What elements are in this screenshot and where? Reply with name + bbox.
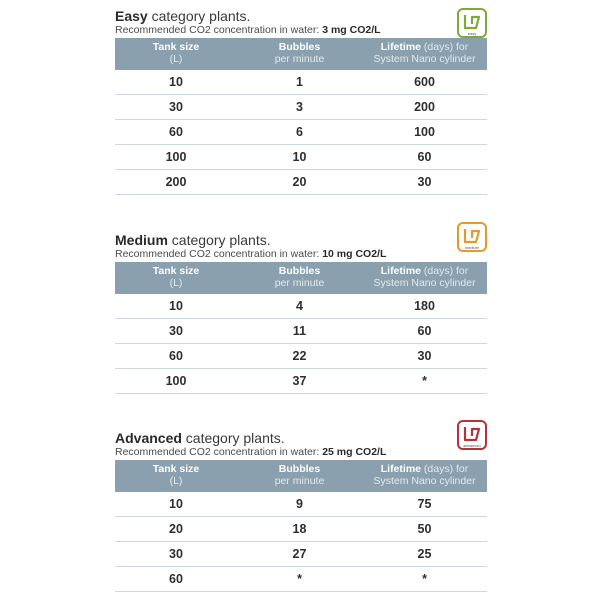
dosage-table	[115, 262, 487, 394]
plant-leaf-icon	[462, 425, 482, 443]
table-row	[115, 517, 487, 542]
dosage-table	[115, 38, 487, 195]
easy-badge	[457, 8, 487, 38]
table-row	[115, 567, 487, 592]
table-row	[115, 95, 487, 120]
cell-lifetime: 60	[362, 145, 487, 170]
plant-leaf-icon	[462, 13, 482, 31]
section-title: Medium category plants.	[115, 232, 271, 248]
cell-bubbles: *	[237, 567, 362, 592]
cell-tank-size: 10	[115, 294, 237, 319]
badge-label: easy	[467, 31, 477, 36]
table-row	[115, 120, 487, 145]
cell-bubbles: 27	[237, 542, 362, 567]
header-bubbles: Bubbles per minute	[237, 38, 362, 70]
header-lifetime: Lifetime (days) for System Nano cylinder	[362, 262, 487, 294]
cell-tank-size: 30	[115, 319, 237, 344]
table-row	[115, 344, 487, 369]
cell-tank-size: 30	[115, 542, 237, 567]
dosage-table	[115, 460, 487, 592]
table-row	[115, 492, 487, 517]
cell-bubbles: 20	[237, 170, 362, 195]
cell-lifetime: *	[362, 369, 487, 394]
cell-tank-size: 60	[115, 344, 237, 369]
cell-lifetime: 30	[362, 344, 487, 369]
cell-lifetime: 180	[362, 294, 487, 319]
table-row	[115, 369, 487, 394]
cell-bubbles: 3	[237, 95, 362, 120]
section-easy	[115, 8, 487, 195]
header-tank-size: Tank size (L)	[115, 38, 237, 70]
cell-tank-size: 100	[115, 145, 237, 170]
table-row	[115, 542, 487, 567]
cell-lifetime: 30	[362, 170, 487, 195]
cell-lifetime: 50	[362, 517, 487, 542]
cell-lifetime: 100	[362, 120, 487, 145]
table-row	[115, 294, 487, 319]
cell-bubbles: 11	[237, 319, 362, 344]
header-tank-size: Tank size (L)	[115, 460, 237, 492]
cell-lifetime: 60	[362, 319, 487, 344]
cell-tank-size: 200	[115, 170, 237, 195]
plant-leaf-icon	[462, 227, 482, 245]
table-row	[115, 319, 487, 344]
cell-tank-size: 10	[115, 70, 237, 95]
cell-tank-size: 30	[115, 95, 237, 120]
cell-bubbles: 4	[237, 294, 362, 319]
table-header-row	[115, 460, 487, 492]
table-row	[115, 70, 487, 95]
badge-label: advanced	[463, 443, 481, 448]
table-row	[115, 170, 487, 195]
header-bubbles: Bubbles per minute	[237, 262, 362, 294]
cell-bubbles: 9	[237, 492, 362, 517]
cell-tank-size: 60	[115, 567, 237, 592]
table-row	[115, 145, 487, 170]
cell-lifetime: 25	[362, 542, 487, 567]
cell-bubbles: 22	[237, 344, 362, 369]
advanced-badge	[457, 420, 487, 450]
cell-lifetime: *	[362, 567, 487, 592]
header-lifetime: Lifetime (days) for System Nano cylinder	[362, 38, 487, 70]
section-subtitle: Recommended CO2 concentration in water: 3 mg CO2/L	[115, 24, 381, 36]
cell-tank-size: 60	[115, 120, 237, 145]
header-bubbles: Bubbles per minute	[237, 460, 362, 492]
cell-bubbles: 10	[237, 145, 362, 170]
table-header-row	[115, 38, 487, 70]
cell-lifetime: 600	[362, 70, 487, 95]
section-subtitle: Recommended CO2 concentration in water: 10 mg CO2/L	[115, 248, 387, 260]
badge-label: medium	[464, 245, 480, 250]
cell-lifetime: 200	[362, 95, 487, 120]
cell-lifetime: 75	[362, 492, 487, 517]
section-advanced	[115, 430, 487, 592]
cell-bubbles: 18	[237, 517, 362, 542]
header-tank-size: Tank size (L)	[115, 262, 237, 294]
section-title: Easy category plants.	[115, 8, 251, 24]
cell-bubbles: 1	[237, 70, 362, 95]
cell-tank-size: 100	[115, 369, 237, 394]
cell-tank-size: 10	[115, 492, 237, 517]
section-title: Advanced category plants.	[115, 430, 285, 446]
medium-badge	[457, 222, 487, 252]
header-lifetime: Lifetime (days) for System Nano cylinder	[362, 460, 487, 492]
cell-bubbles: 6	[237, 120, 362, 145]
table-header-row	[115, 262, 487, 294]
cell-tank-size: 20	[115, 517, 237, 542]
cell-bubbles: 37	[237, 369, 362, 394]
section-medium	[115, 232, 487, 394]
section-subtitle: Recommended CO2 concentration in water: 25 mg CO2/L	[115, 446, 387, 458]
